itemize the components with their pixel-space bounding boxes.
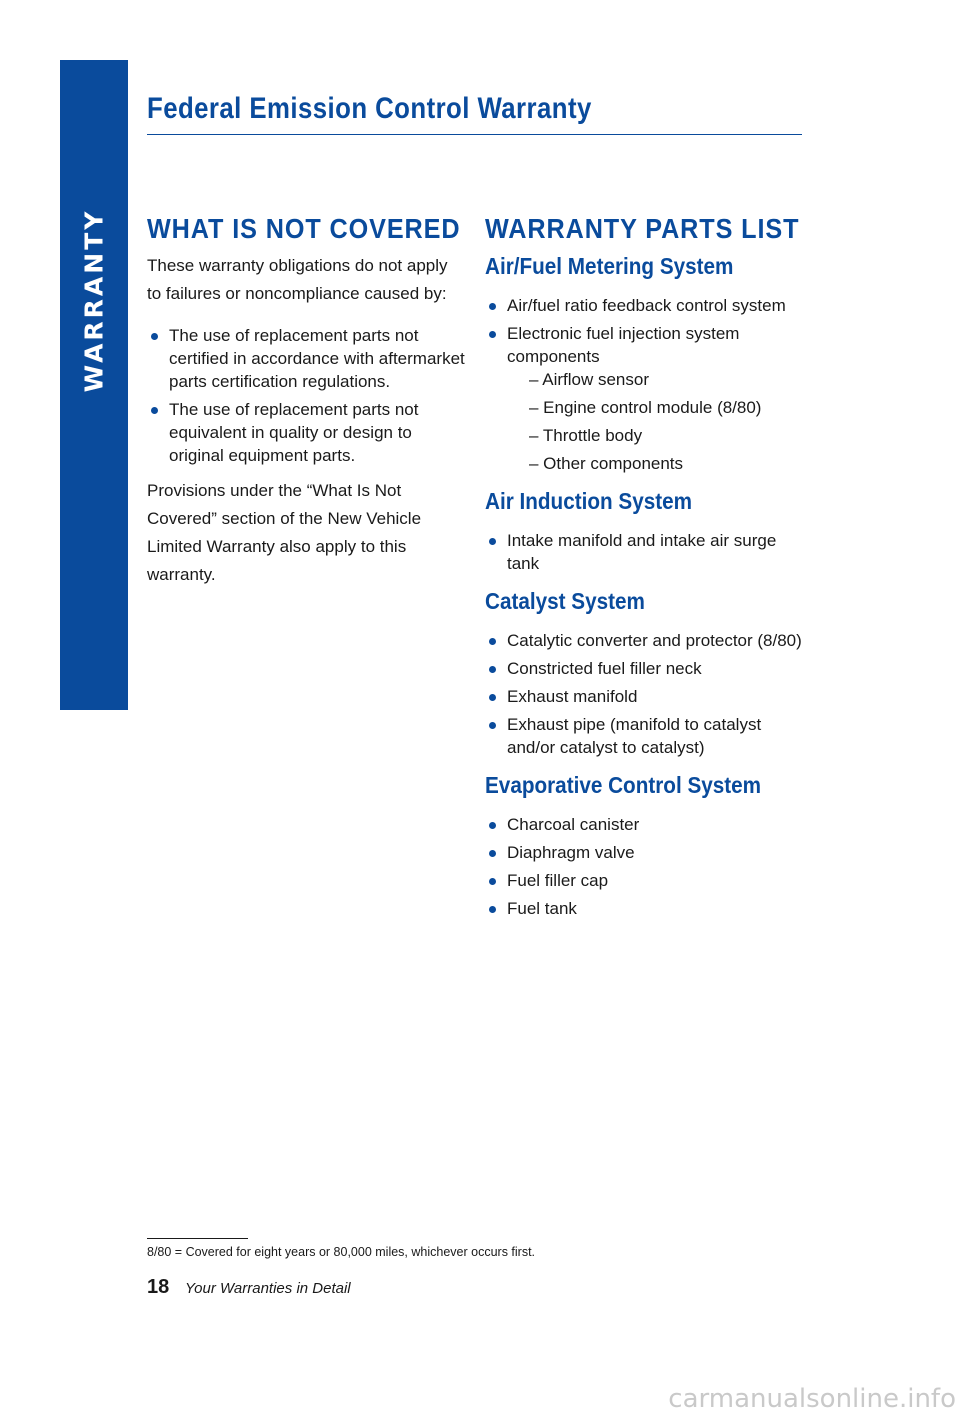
side-tab-label: WARRANTY	[79, 208, 109, 392]
bullet-icon	[489, 822, 496, 829]
sub-list-item: – Airflow sensor	[529, 370, 649, 389]
list-item: Air/fuel ratio feedback control system	[485, 294, 805, 317]
list-item: Fuel filler cap	[485, 869, 805, 892]
page-title: Federal Emission Control Warranty	[147, 92, 592, 125]
title-divider	[147, 134, 802, 135]
list-item: Catalytic converter and protector (8/80)	[485, 629, 805, 652]
bullet-icon	[489, 538, 496, 545]
list-item: The use of replacement parts not equivalent in quality or design to original equipment parts.	[147, 398, 465, 467]
section-title-catalyst: Catalyst System	[485, 588, 645, 614]
list-item: Electronic fuel injection system components – Airflow sensor – Engine control module (8/80) – Throttle body – Other components	[485, 322, 805, 475]
bullet-icon	[151, 333, 158, 340]
bullet-icon	[151, 407, 158, 414]
parts-list-heading: WARRANTY PARTS LIST	[485, 213, 800, 244]
not-covered-intro: These warranty obligations do not apply to failures or noncompliance caused by:	[147, 256, 448, 303]
section-title-evaporative: Evaporative Control System	[485, 772, 762, 798]
not-covered-list	[147, 324, 465, 467]
air-induction-list	[485, 529, 805, 575]
list-item: Exhaust pipe (manifold to catalyst and/or catalyst to catalyst)	[485, 713, 805, 759]
bullet-icon	[489, 850, 496, 857]
not-covered-heading: WHAT IS NOT COVERED	[147, 213, 461, 244]
page-number: 18	[147, 1276, 170, 1298]
list-item: The use of replacement parts not certified in accordance with aftermarket parts certification regulations.	[147, 324, 465, 393]
catalyst-list	[485, 629, 805, 759]
bullet-icon	[489, 303, 496, 310]
footnote: 8/80 = Covered for eight years or 80,000 miles, whichever occurs first.	[147, 1245, 536, 1259]
page-footer-label: Your Warranties in Detail	[185, 1280, 351, 1297]
left-column	[147, 212, 465, 589]
sub-list	[507, 368, 805, 475]
list-item: Exhaust manifold	[485, 685, 805, 708]
bullet-icon	[489, 666, 496, 673]
list-item: Constricted fuel filler neck	[485, 657, 805, 680]
sub-list-item: – Throttle body	[529, 426, 643, 445]
list-item: Fuel tank	[485, 897, 805, 920]
evaporative-list	[485, 813, 805, 920]
sub-list-item: – Engine control module (8/80)	[529, 398, 762, 417]
section-title-air-induction: Air Induction System	[485, 488, 693, 514]
sub-list-item: – Other components	[529, 454, 684, 473]
bullet-icon	[489, 331, 496, 338]
section-title-air-fuel: Air/Fuel Metering System	[485, 253, 734, 279]
footnote-divider	[147, 1238, 248, 1239]
bullet-icon	[489, 878, 496, 885]
list-item: Charcoal canister	[485, 813, 805, 836]
watermark: carmanualsonline.info	[668, 1384, 956, 1414]
bullet-icon	[489, 722, 496, 729]
bullet-icon	[489, 638, 496, 645]
air-fuel-list	[485, 294, 805, 475]
bullet-icon	[489, 694, 496, 701]
not-covered-closing: Provisions under the “What Is Not Covered” section of the New Vehicle Limited Warranty also apply to this warranty.	[147, 481, 422, 584]
right-column	[485, 212, 805, 925]
bullet-icon	[489, 906, 496, 913]
list-item: Intake manifold and intake air surge tank	[485, 529, 805, 575]
list-item: Diaphragm valve	[485, 841, 805, 864]
